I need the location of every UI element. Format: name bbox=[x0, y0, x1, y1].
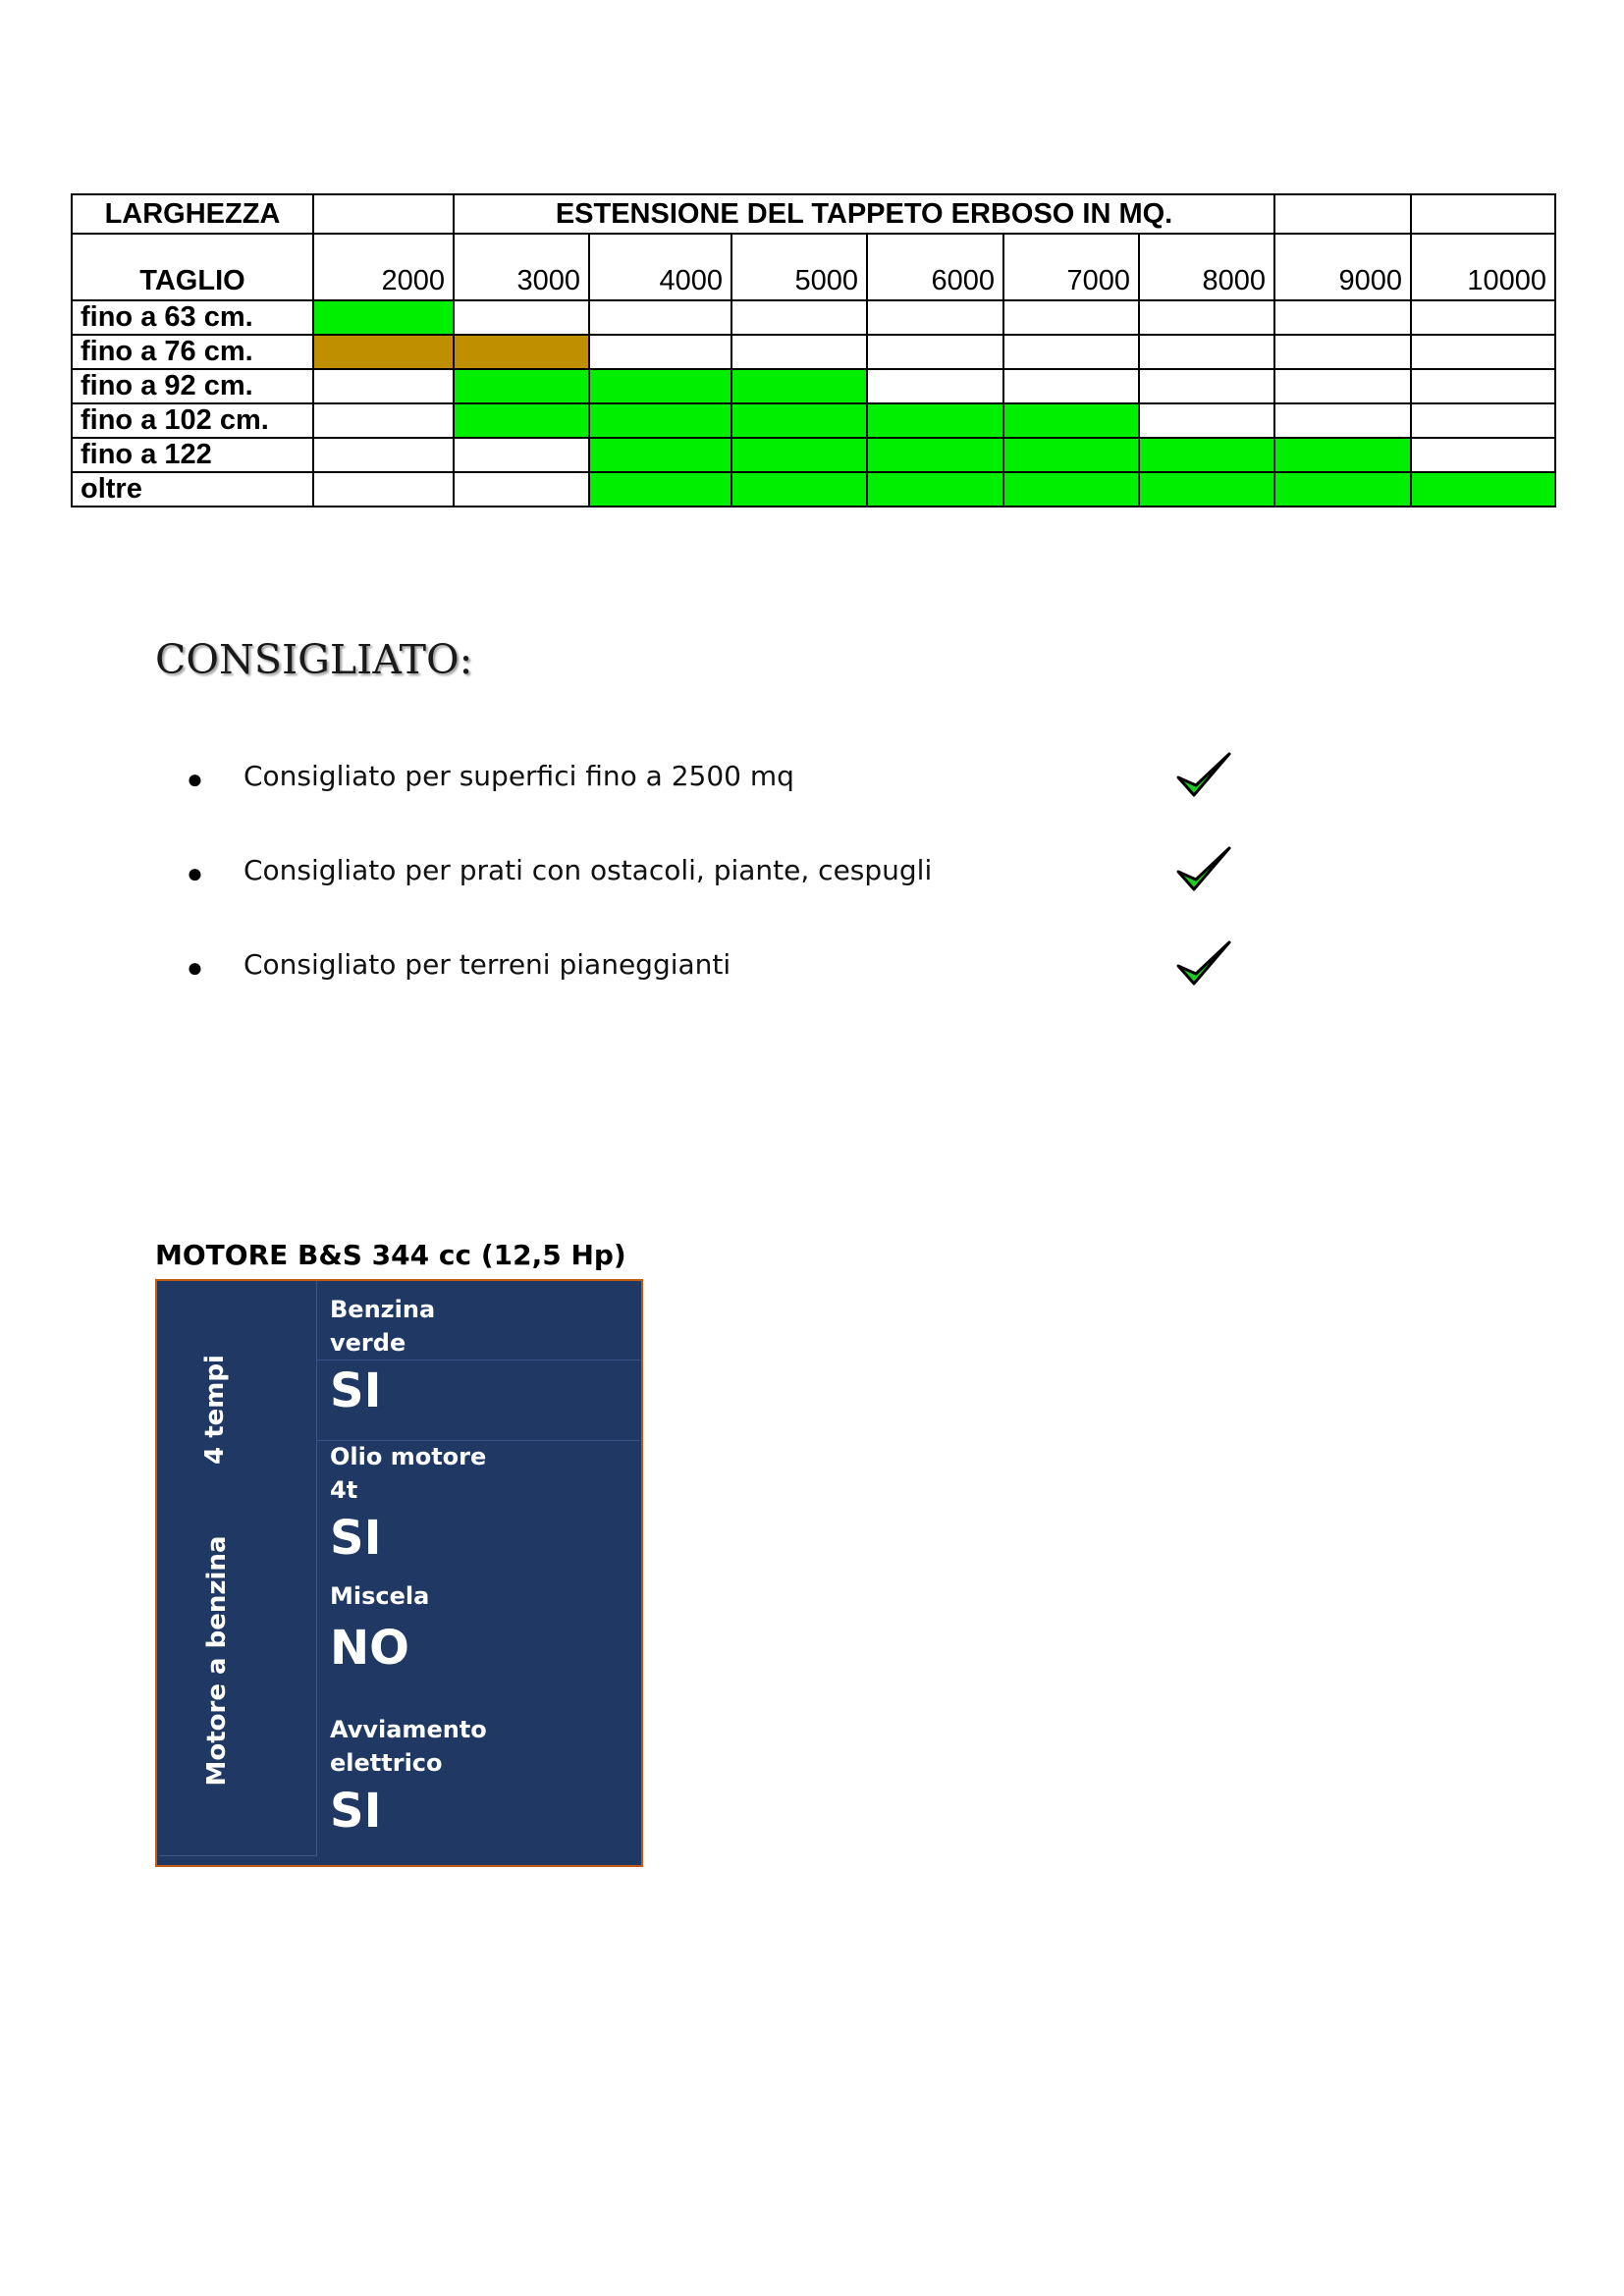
table-row bbox=[72, 472, 1555, 507]
bullet-icon: ● bbox=[187, 858, 203, 888]
spec-value: NO bbox=[330, 1621, 409, 1676]
bullet-icon: ● bbox=[187, 764, 203, 794]
table-cell bbox=[454, 369, 589, 403]
table-cell bbox=[1139, 438, 1274, 472]
header-empty bbox=[1274, 194, 1411, 234]
row-label: fino a 122 bbox=[72, 438, 313, 472]
check-icon bbox=[1174, 748, 1233, 803]
table-cell bbox=[1274, 335, 1411, 369]
column-header: 4000 bbox=[589, 234, 731, 300]
table-cell bbox=[1003, 335, 1139, 369]
recommended-item bbox=[187, 942, 1267, 1001]
row-label: fino a 92 cm. bbox=[72, 369, 313, 403]
four-stroke-label: 4 tempi bbox=[200, 1355, 230, 1465]
table-header-row bbox=[72, 194, 1555, 234]
table-cell bbox=[313, 472, 454, 507]
table-cell bbox=[731, 472, 867, 507]
table-row bbox=[72, 403, 1555, 438]
table-cell bbox=[731, 335, 867, 369]
table-cell bbox=[867, 300, 1003, 335]
table-cell bbox=[867, 369, 1003, 403]
table-cell bbox=[1003, 403, 1139, 438]
header-empty bbox=[313, 194, 454, 234]
check-icon bbox=[1174, 936, 1233, 991]
table-cell bbox=[1139, 472, 1274, 507]
table-cell bbox=[313, 300, 454, 335]
table-cell bbox=[867, 335, 1003, 369]
table-cell bbox=[313, 369, 454, 403]
recommended-item bbox=[187, 754, 1267, 813]
table-cell bbox=[1411, 300, 1555, 335]
motor-side-column bbox=[159, 1281, 317, 1856]
spec-label: Miscela bbox=[330, 1582, 430, 1610]
column-header: 5000 bbox=[731, 234, 867, 300]
column-header: 9000 bbox=[1274, 234, 1411, 300]
table-cell bbox=[1139, 369, 1274, 403]
table-cell bbox=[1411, 369, 1555, 403]
table-cell bbox=[731, 438, 867, 472]
spec-value: SI bbox=[330, 1511, 382, 1566]
recommended-item-text: Consigliato per prati con ostacoli, piante, cespugli bbox=[244, 854, 933, 886]
lawn-area-table bbox=[71, 193, 1556, 507]
table-row bbox=[72, 335, 1555, 369]
table-cell bbox=[1003, 472, 1139, 507]
header-extension: ESTENSIONE DEL TAPPETO ERBOSO IN MQ. bbox=[454, 194, 1274, 234]
table-cell bbox=[454, 472, 589, 507]
table-row bbox=[72, 438, 1555, 472]
table-cell bbox=[589, 403, 731, 438]
table-cell bbox=[1411, 438, 1555, 472]
table-cell bbox=[454, 335, 589, 369]
table-cell bbox=[589, 438, 731, 472]
table-cell bbox=[454, 438, 589, 472]
table-cell bbox=[1274, 369, 1411, 403]
table-cell bbox=[731, 300, 867, 335]
column-header: 7000 bbox=[1003, 234, 1139, 300]
motor-spec-box bbox=[155, 1279, 643, 1867]
table-cell bbox=[1411, 335, 1555, 369]
column-header: 6000 bbox=[867, 234, 1003, 300]
column-header: 10000 bbox=[1411, 234, 1555, 300]
table-cell bbox=[1274, 438, 1411, 472]
recommended-item bbox=[187, 848, 1267, 907]
table-body bbox=[72, 300, 1555, 507]
table-cell bbox=[1003, 438, 1139, 472]
table-cell bbox=[867, 438, 1003, 472]
column-header: 8000 bbox=[1139, 234, 1274, 300]
table-cell bbox=[1139, 335, 1274, 369]
divider bbox=[316, 1360, 640, 1361]
check-icon bbox=[1174, 842, 1233, 897]
table-cell bbox=[313, 335, 454, 369]
table-cell bbox=[1274, 300, 1411, 335]
table-row bbox=[72, 300, 1555, 335]
header-width: LARGHEZZA bbox=[72, 194, 313, 234]
table-cell bbox=[454, 300, 589, 335]
recommended-item-text: Consigliato per superfici fino a 2500 mq bbox=[244, 760, 794, 792]
table-cell bbox=[1274, 472, 1411, 507]
row-label: fino a 63 cm. bbox=[72, 300, 313, 335]
table-cell bbox=[589, 300, 731, 335]
table-cell bbox=[1411, 403, 1555, 438]
row-label: oltre bbox=[72, 472, 313, 507]
petrol-engine-label: Motore a benzina bbox=[202, 1535, 232, 1787]
motor-title: MOTORE B&S 344 cc (12,5 Hp) bbox=[155, 1239, 626, 1271]
column-header: 3000 bbox=[454, 234, 589, 300]
spec-label: Olio motore 4t bbox=[330, 1443, 487, 1504]
table-row bbox=[72, 369, 1555, 403]
spec-label: Avviamento elettrico bbox=[330, 1716, 487, 1777]
row-label: fino a 76 cm. bbox=[72, 335, 313, 369]
table-cell bbox=[313, 403, 454, 438]
table-cell bbox=[867, 403, 1003, 438]
table-cell bbox=[589, 369, 731, 403]
header-empty bbox=[1411, 194, 1555, 234]
header-cut: TAGLIO bbox=[72, 234, 313, 300]
column-header: 2000 bbox=[313, 234, 454, 300]
recommended-title: CONSIGLIATO: bbox=[155, 636, 473, 683]
table-cell bbox=[1003, 369, 1139, 403]
row-label: fino a 102 cm. bbox=[72, 403, 313, 438]
table-cell bbox=[454, 403, 589, 438]
table-cell bbox=[589, 472, 731, 507]
table-cell bbox=[1139, 300, 1274, 335]
recommended-item-text: Consigliato per terreni pianeggianti bbox=[244, 948, 731, 981]
table-cell bbox=[1274, 403, 1411, 438]
table-cell bbox=[731, 369, 867, 403]
table-cell bbox=[1411, 472, 1555, 507]
spec-label: Benzina verde bbox=[330, 1296, 436, 1357]
spec-value: SI bbox=[330, 1363, 382, 1418]
table-cell bbox=[313, 438, 454, 472]
table-columns-row bbox=[72, 234, 1555, 300]
table-cell bbox=[867, 472, 1003, 507]
table-cell bbox=[589, 335, 731, 369]
table-cell bbox=[1139, 403, 1274, 438]
spec-value: SI bbox=[330, 1784, 382, 1839]
table-cell bbox=[1003, 300, 1139, 335]
bullet-icon: ● bbox=[187, 952, 203, 983]
table-cell bbox=[731, 403, 867, 438]
